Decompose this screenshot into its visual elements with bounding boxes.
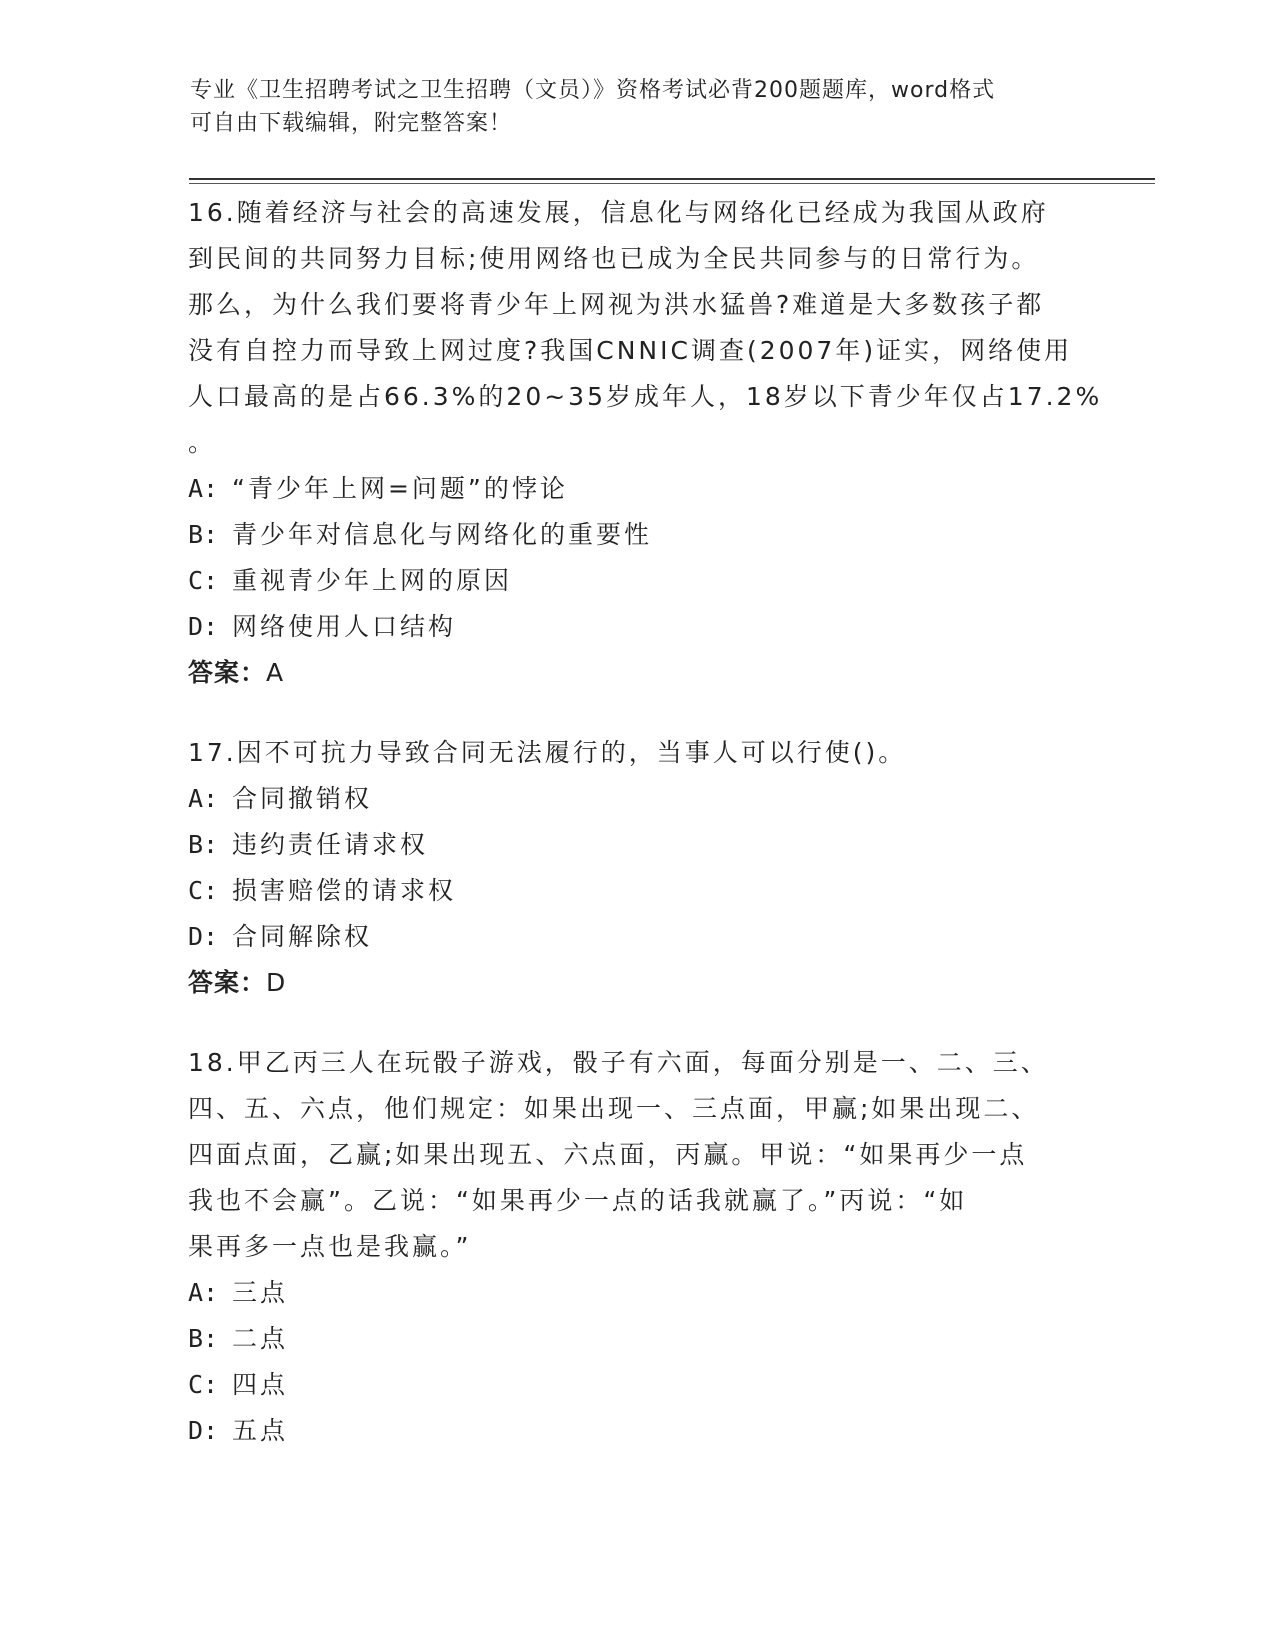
question-stem-line: 16.随着经济与社会的高速发展，信息化与网络化已经成为我国从政府	[188, 198, 1049, 227]
option-c	[188, 558, 1088, 604]
option-text: 合同解除权	[232, 922, 373, 951]
answer-value: A	[266, 658, 285, 687]
header-divider-thick	[189, 178, 1155, 180]
answer-label: 答案：	[188, 968, 267, 997]
option-a	[188, 776, 1088, 822]
option-a	[188, 1270, 1088, 1316]
answer-value: D	[266, 968, 287, 997]
option-b	[188, 512, 1088, 558]
option-text: 违约责任请求权	[232, 830, 429, 859]
option-letter: D:	[188, 612, 219, 641]
option-letter: A:	[188, 474, 219, 503]
option-text: 网络使用人口结构	[232, 612, 457, 641]
question-17	[188, 730, 1088, 1006]
header-line-2: 可自由下载编辑，附完整答案！	[190, 111, 513, 136]
option-letter: A:	[188, 1278, 219, 1307]
option-text: 二点	[232, 1324, 289, 1353]
option-letter: C:	[188, 876, 219, 905]
option-letter: C:	[188, 1370, 219, 1399]
option-c	[188, 1362, 1088, 1408]
question-stem-line: 17.因不可抗力导致合同无法履行的，当事人可以行使()。	[188, 738, 907, 767]
option-letter: B:	[188, 520, 219, 549]
option-letter: B:	[188, 1324, 219, 1353]
option-d	[188, 914, 1088, 960]
option-a	[188, 466, 1088, 512]
question-stem-line: 到民间的共同努力目标;使用网络也已成为全民共同参与的日常行为。	[188, 244, 1040, 273]
option-text: 损害赔偿的请求权	[232, 876, 457, 905]
question-stem-line: 。	[188, 428, 217, 457]
question-16	[188, 190, 1103, 696]
document-header	[190, 74, 1090, 140]
question-stem-line: 四、五、六点，他们规定：如果出现一、三点面，甲赢;如果出现二、	[188, 1094, 1040, 1123]
question-stem-line: 没有自控力而导致上网过度?我国CNNIC调查(2007年)证实，网络使用	[188, 336, 1073, 365]
question-stem-line: 果再多一点也是我赢。”	[188, 1232, 472, 1261]
option-text: 三点	[232, 1278, 289, 1307]
option-letter: A:	[188, 784, 219, 813]
header-line-1: 专业《卫生招聘考试之卫生招聘（文员）》资格考试必背200题题库，word格式	[190, 78, 996, 103]
questions-list	[188, 190, 1103, 1488]
option-d	[188, 604, 1088, 650]
option-letter: D:	[188, 1416, 219, 1445]
question-stem-line: 我也不会赢”。乙说：“如果再少一点的话我就赢了。”丙说：“如	[188, 1186, 968, 1215]
answer-label: 答案：	[188, 658, 267, 687]
question-stem-line: 18.甲乙丙三人在玩骰子游戏，骰子有六面，每面分别是一、二、三、	[188, 1048, 1049, 1077]
question-stem-line: 四面点面，乙赢;如果出现五、六点面，丙赢。甲说：“如果再少一点	[188, 1140, 1028, 1169]
answer-line	[188, 650, 1088, 696]
answer-line	[188, 960, 1088, 1006]
option-text: 四点	[232, 1370, 289, 1399]
question-stem-line: 那么，为什么我们要将青少年上网视为洪水猛兽?难道是大多数孩子都	[188, 290, 1045, 319]
option-b	[188, 822, 1088, 868]
header-divider-thin	[189, 183, 1155, 184]
option-b	[188, 1316, 1088, 1362]
option-text: 五点	[232, 1416, 289, 1445]
option-text: 重视青少年上网的原因	[232, 566, 513, 595]
option-text: “青少年上网=问题”的悖论	[232, 474, 568, 503]
question-18	[188, 1040, 1088, 1454]
option-letter: D:	[188, 922, 219, 951]
option-text: 青少年对信息化与网络化的重要性	[232, 520, 653, 549]
option-letter: C:	[188, 566, 219, 595]
option-d	[188, 1408, 1088, 1454]
option-text: 合同撤销权	[232, 784, 373, 813]
option-c	[188, 868, 1088, 914]
option-letter: B:	[188, 830, 219, 859]
question-stem-line: 人口最高的是占66.3%的20~35岁成年人，18岁以下青少年仅占17.2%	[188, 382, 1103, 411]
